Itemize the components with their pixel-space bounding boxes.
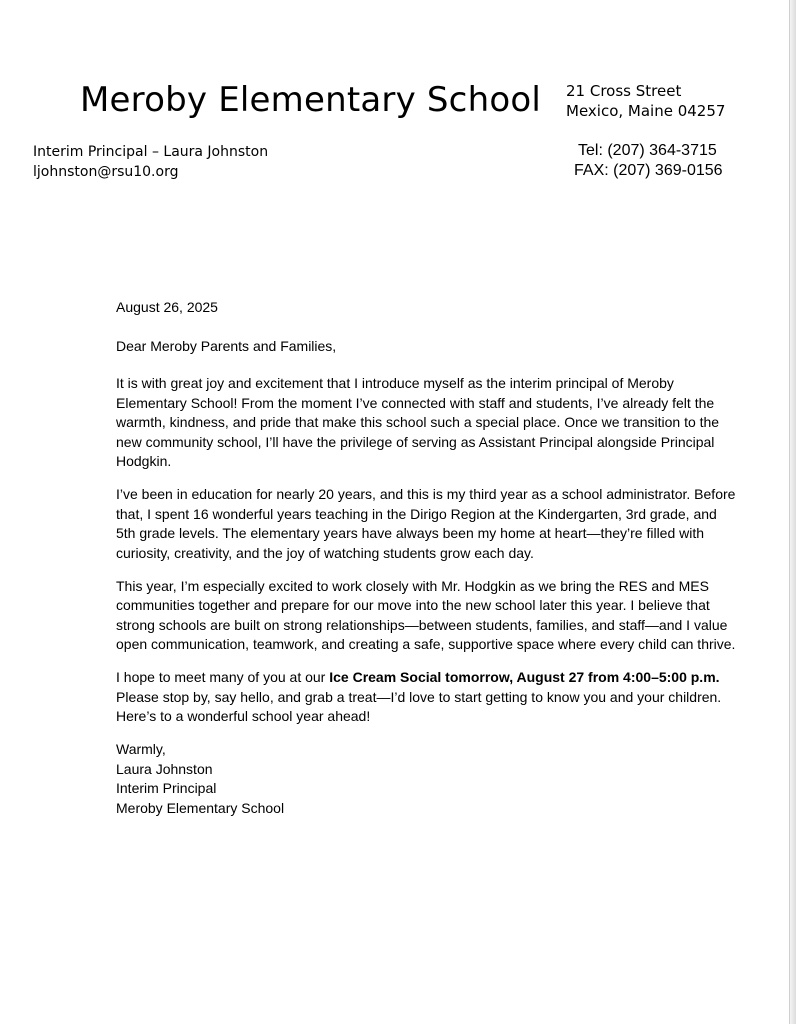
paragraph-ice-cream-social-intro: I hope to meet many of you at our [116,669,330,685]
school-name-heading: Meroby Elementary School [80,80,541,120]
letter-greeting: Dear Meroby Parents and Families, [116,337,337,354]
signature-school: Meroby Elementary School [116,799,285,816]
page-edge [789,0,796,1024]
principal-line: Interim Principal – Laura Johnston [33,144,269,160]
telephone: Tel: (207) 364-3715 [578,142,717,159]
paragraph-introduction: It is with great joy and excitement that I introduce myself as the interim principal of Meroby Elementary School! From the moment I’ve connected with staff and students, I’ve already felt the warmth, kindness, and pride that make this school such a special place. Once we transition to the new community school, I’ll have the privilege of serving as Assistant Principal alongside Principal Hodgkin. [116,375,720,469]
principal-email: ljohnston@rsu10.org [33,164,179,180]
signature-title: Interim Principal [116,780,217,796]
contact-numbers [574,141,723,181]
paragraph-ice-cream-social-closing: Please stop by, say hello, and grab a treat—I’d love to start getting to know you and your children. Here’s to a wonderful school year ahead! [116,688,722,724]
paragraph-ice-cream-social [116,668,738,727]
address-city: Mexico, Maine 04257 [566,102,726,120]
principal-info [33,142,268,182]
paragraph-this-year: This year, I’m especially excited to work closely with Mr. Hodgkin as we bring the RES and MES communities together and prepare for our move into the new school later this year. I believe that strong schools are built on strong relationships—between students, families, and staff—and I value open communication, teamwork, and creating a safe, supportive space where every child can thrive. [116,577,736,652]
school-address [566,81,725,121]
signoff [116,740,738,818]
ice-cream-social-event: Ice Cream Social tomorrow, August 27 from 4:00–5:00 p.m. [329,669,720,685]
letter-body [116,298,738,818]
address-street: 21 Cross Street [566,82,682,100]
closing: Warmly, [116,741,166,757]
letter-date: August 26, 2025 [116,299,218,315]
signature-name: Laura Johnston [116,760,213,777]
fax: FAX: (207) 369-0156 [574,162,723,179]
paragraph-experience: I’ve been in education for nearly 20 years, and this is my third year as a school administrator. Before that, I spent 16 wonderful years teaching in the Dirigo Region at the Kindergarten, 3rd grade, and 5th grade levels. The elementary years have always been my home at heart—they’re filled with curiosity, creativity, and the joy of watching students grow each day. [116,486,736,561]
